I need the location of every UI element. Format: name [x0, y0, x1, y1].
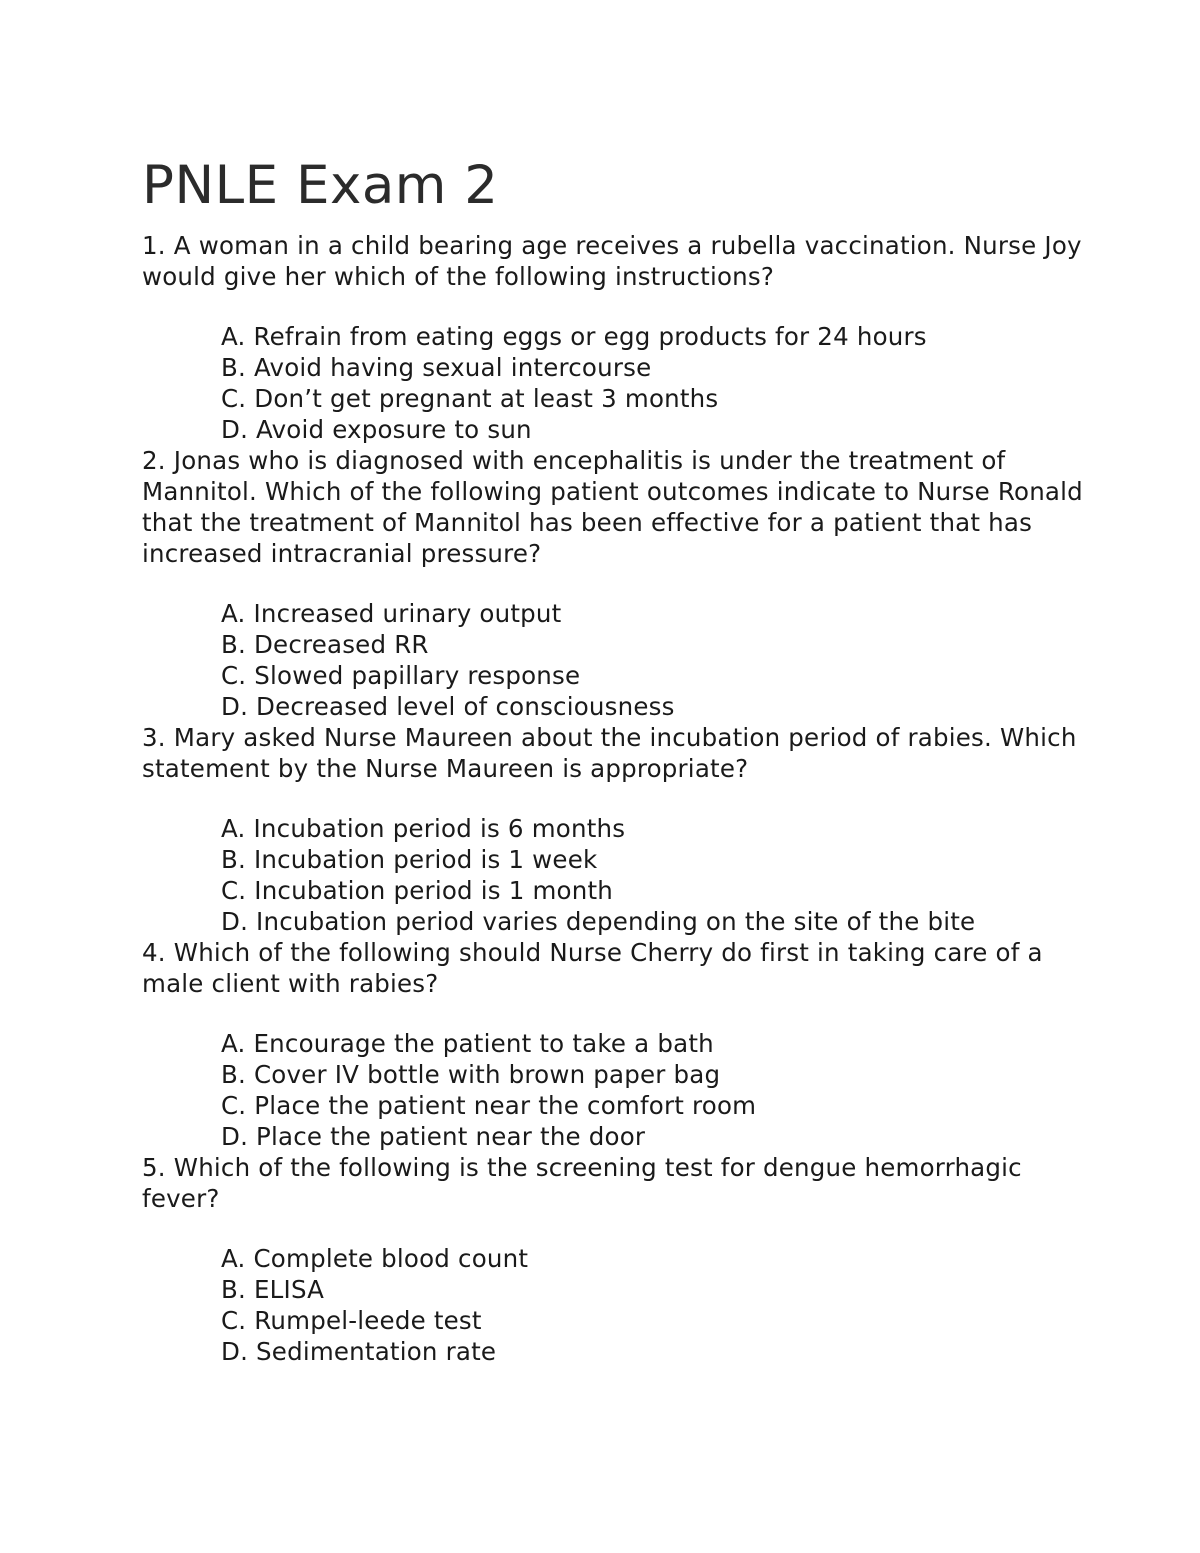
option-a: A. Complete blood count — [221, 1244, 529, 1273]
option-a: A. Encourage the patient to take a bath — [221, 1029, 714, 1058]
option-b: B. Cover IV bottle with brown paper bag — [221, 1060, 721, 1089]
question-text: 5. Which of the following is the screening test for dengue hemorrhagic fever? — [142, 1153, 1022, 1213]
option-b: B. ELISA — [221, 1275, 325, 1304]
option-d: D. Place the patient near the door — [221, 1122, 646, 1151]
option-a: A. Refrain from eating eggs or egg products for 24 hours — [221, 322, 927, 351]
option-d: D. Incubation period varies depending on the site of the bite — [221, 907, 976, 936]
option-b: B. Avoid having sexual intercourse — [221, 353, 652, 382]
answer-options — [142, 1028, 1102, 1152]
option-b: B. Decreased RR — [221, 630, 429, 659]
option-a: A. Incubation period is 6 months — [221, 814, 626, 843]
option-c: C. Don’t get pregnant at least 3 months — [221, 384, 719, 413]
question-4 — [142, 937, 1102, 1152]
question-1 — [142, 230, 1102, 445]
option-c: C. Place the patient near the comfort room — [221, 1091, 757, 1120]
document-page — [142, 150, 1102, 1367]
question-3 — [142, 722, 1102, 937]
option-c: C. Rumpel-leede test — [221, 1306, 482, 1335]
question-5 — [142, 1152, 1102, 1367]
question-2 — [142, 445, 1102, 722]
document-title: PNLE Exam 2 — [142, 155, 499, 216]
answer-options — [142, 321, 1102, 445]
answer-options — [142, 598, 1102, 722]
option-d: D. Avoid exposure to sun — [221, 415, 532, 444]
option-c: C. Incubation period is 1 month — [221, 876, 614, 905]
option-b: B. Incubation period is 1 week — [221, 845, 598, 874]
question-text: 4. Which of the following should Nurse Cherry do first in taking care of a male client with rabies? — [142, 938, 1043, 998]
option-c: C. Slowed papillary response — [221, 661, 581, 690]
option-a: A. Increased urinary output — [221, 599, 562, 628]
answer-options — [142, 813, 1102, 937]
option-d: D. Decreased level of consciousness — [221, 692, 675, 721]
question-text: 2. Jonas who is diagnosed with encephalitis is under the treatment of Mannitol. Which of the following patient outcomes indicate to Nurse Ronald that the treatment of Mannitol has been effective for a patient that has increased intracranial pressure? — [142, 446, 1083, 568]
question-text: 3. Mary asked Nurse Maureen about the incubation period of rabies. Which statement by the Nurse Maureen is appropriate? — [142, 723, 1077, 783]
question-text: 1. A woman in a child bearing age receives a rubella vaccination. Nurse Joy would give her which of the following instructions? — [142, 231, 1082, 291]
option-d: D. Sedimentation rate — [221, 1337, 497, 1366]
answer-options — [142, 1243, 1102, 1367]
